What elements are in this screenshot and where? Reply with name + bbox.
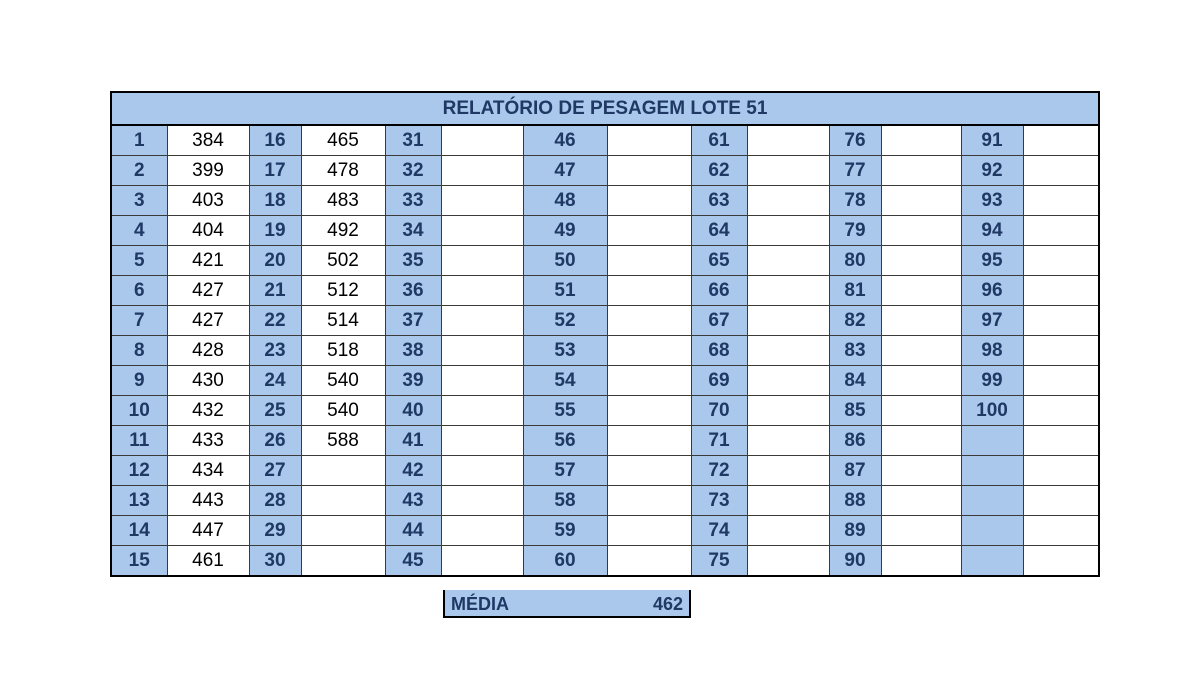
index-cell: 42 xyxy=(385,456,441,486)
index-cell: 15 xyxy=(111,546,167,577)
weight-cell xyxy=(607,216,691,246)
table-row xyxy=(111,516,1099,546)
weight-cell: 399 xyxy=(167,156,249,186)
index-cell: 13 xyxy=(111,486,167,516)
weight-cell xyxy=(441,156,523,186)
index-cell: 83 xyxy=(829,336,881,366)
weight-cell xyxy=(441,546,523,577)
index-cell: 4 xyxy=(111,216,167,246)
index-cell: 45 xyxy=(385,546,441,577)
weight-cell xyxy=(441,246,523,276)
index-cell: 19 xyxy=(249,216,301,246)
table-row xyxy=(111,306,1099,336)
index-cell: 10 xyxy=(111,396,167,426)
index-cell xyxy=(961,456,1023,486)
weight-cell xyxy=(881,546,961,577)
index-cell: 62 xyxy=(691,156,747,186)
index-cell: 46 xyxy=(523,125,607,156)
weight-cell xyxy=(441,426,523,456)
weight-cell: 512 xyxy=(301,276,385,306)
index-cell: 6 xyxy=(111,276,167,306)
index-cell: 64 xyxy=(691,216,747,246)
table-row xyxy=(111,246,1099,276)
table-row xyxy=(111,216,1099,246)
weight-cell: 514 xyxy=(301,306,385,336)
weight-cell xyxy=(747,336,829,366)
table-row xyxy=(111,546,1099,577)
weight-cell xyxy=(441,306,523,336)
index-cell: 25 xyxy=(249,396,301,426)
index-cell: 99 xyxy=(961,366,1023,396)
index-cell: 75 xyxy=(691,546,747,577)
weight-cell: 430 xyxy=(167,366,249,396)
table-row xyxy=(111,426,1099,456)
index-cell: 27 xyxy=(249,456,301,486)
index-cell: 23 xyxy=(249,336,301,366)
weight-cell: 461 xyxy=(167,546,249,577)
weight-cell xyxy=(607,246,691,276)
index-cell: 100 xyxy=(961,396,1023,426)
weight-cell xyxy=(607,516,691,546)
weight-cell xyxy=(881,366,961,396)
weight-cell xyxy=(881,156,961,186)
weight-cell: 434 xyxy=(167,456,249,486)
index-cell: 29 xyxy=(249,516,301,546)
index-cell: 85 xyxy=(829,396,881,426)
weight-cell: 427 xyxy=(167,306,249,336)
weight-cell xyxy=(607,426,691,456)
index-cell: 67 xyxy=(691,306,747,336)
index-cell: 96 xyxy=(961,276,1023,306)
index-cell xyxy=(961,516,1023,546)
index-cell: 2 xyxy=(111,156,167,186)
weight-cell xyxy=(1023,396,1099,426)
index-cell: 86 xyxy=(829,426,881,456)
index-cell: 69 xyxy=(691,366,747,396)
weight-cell xyxy=(881,396,961,426)
weight-cell xyxy=(301,546,385,577)
index-cell: 1 xyxy=(111,125,167,156)
weight-cell xyxy=(301,456,385,486)
weight-cell xyxy=(747,276,829,306)
index-cell: 78 xyxy=(829,186,881,216)
index-cell: 30 xyxy=(249,546,301,577)
weight-cell xyxy=(881,516,961,546)
index-cell: 11 xyxy=(111,426,167,456)
weight-cell xyxy=(1023,546,1099,577)
weight-cell xyxy=(607,306,691,336)
index-cell xyxy=(961,546,1023,577)
index-cell: 81 xyxy=(829,276,881,306)
weight-cell xyxy=(1023,426,1099,456)
index-cell: 33 xyxy=(385,186,441,216)
weight-cell xyxy=(747,546,829,577)
weight-cell: 427 xyxy=(167,276,249,306)
weight-cell xyxy=(607,486,691,516)
weight-cell xyxy=(607,186,691,216)
index-cell: 61 xyxy=(691,125,747,156)
weight-cell xyxy=(441,216,523,246)
weight-cell xyxy=(441,396,523,426)
index-cell: 38 xyxy=(385,336,441,366)
weight-cell xyxy=(607,366,691,396)
weight-cell: 404 xyxy=(167,216,249,246)
weight-cell xyxy=(747,396,829,426)
media-value: 462 xyxy=(652,594,683,614)
table-row xyxy=(111,396,1099,426)
index-cell: 39 xyxy=(385,366,441,396)
index-cell: 93 xyxy=(961,186,1023,216)
index-cell: 16 xyxy=(249,125,301,156)
index-cell: 72 xyxy=(691,456,747,486)
weight-cell: 492 xyxy=(301,216,385,246)
weight-cell xyxy=(1023,486,1099,516)
media-summary xyxy=(443,590,691,618)
weight-cell: 518 xyxy=(301,336,385,366)
index-cell: 60 xyxy=(523,546,607,577)
index-cell: 50 xyxy=(523,246,607,276)
weight-cell xyxy=(1023,186,1099,216)
weight-cell xyxy=(441,516,523,546)
index-cell: 68 xyxy=(691,336,747,366)
weight-cell xyxy=(1023,246,1099,276)
index-cell: 52 xyxy=(523,306,607,336)
weight-cell xyxy=(607,125,691,156)
weight-cell xyxy=(881,276,961,306)
index-cell: 57 xyxy=(523,456,607,486)
index-cell xyxy=(961,486,1023,516)
weight-cell xyxy=(747,426,829,456)
index-cell: 40 xyxy=(385,396,441,426)
weight-cell xyxy=(1023,306,1099,336)
index-cell: 32 xyxy=(385,156,441,186)
index-cell: 70 xyxy=(691,396,747,426)
index-cell: 3 xyxy=(111,186,167,216)
weight-cell xyxy=(441,336,523,366)
weight-cell: 502 xyxy=(301,246,385,276)
weight-cell xyxy=(1023,516,1099,546)
weight-cell xyxy=(881,186,961,216)
index-cell: 14 xyxy=(111,516,167,546)
index-cell: 82 xyxy=(829,306,881,336)
index-cell: 26 xyxy=(249,426,301,456)
index-cell: 12 xyxy=(111,456,167,486)
index-cell: 41 xyxy=(385,426,441,456)
index-cell: 74 xyxy=(691,516,747,546)
weight-cell xyxy=(747,246,829,276)
table-row xyxy=(111,156,1099,186)
weight-cell: 432 xyxy=(167,396,249,426)
index-cell: 97 xyxy=(961,306,1023,336)
table-row xyxy=(111,336,1099,366)
weight-cell: 433 xyxy=(167,426,249,456)
index-cell: 98 xyxy=(961,336,1023,366)
index-cell: 65 xyxy=(691,246,747,276)
index-cell: 90 xyxy=(829,546,881,577)
index-cell: 20 xyxy=(249,246,301,276)
weight-cell xyxy=(747,366,829,396)
weight-cell xyxy=(441,486,523,516)
table-row xyxy=(111,366,1099,396)
index-cell: 37 xyxy=(385,306,441,336)
weight-cell xyxy=(1023,336,1099,366)
index-cell: 66 xyxy=(691,276,747,306)
weight-cell xyxy=(441,186,523,216)
weight-cell: 428 xyxy=(167,336,249,366)
index-cell: 55 xyxy=(523,396,607,426)
weight-cell xyxy=(881,486,961,516)
table-row xyxy=(111,125,1099,156)
index-cell: 92 xyxy=(961,156,1023,186)
index-cell: 34 xyxy=(385,216,441,246)
weight-cell xyxy=(747,306,829,336)
index-cell: 43 xyxy=(385,486,441,516)
weight-cell xyxy=(1023,156,1099,186)
index-cell: 5 xyxy=(111,246,167,276)
index-cell: 9 xyxy=(111,366,167,396)
index-cell: 49 xyxy=(523,216,607,246)
index-cell xyxy=(961,426,1023,456)
weight-cell xyxy=(881,125,961,156)
index-cell: 31 xyxy=(385,125,441,156)
weight-cell: 540 xyxy=(301,396,385,426)
weight-cell xyxy=(607,396,691,426)
index-cell: 47 xyxy=(523,156,607,186)
index-cell: 73 xyxy=(691,486,747,516)
index-cell: 44 xyxy=(385,516,441,546)
index-cell: 88 xyxy=(829,486,881,516)
weight-cell: 465 xyxy=(301,125,385,156)
index-cell: 51 xyxy=(523,276,607,306)
weight-cell: 540 xyxy=(301,366,385,396)
index-cell: 54 xyxy=(523,366,607,396)
index-cell: 28 xyxy=(249,486,301,516)
weight-cell xyxy=(881,246,961,276)
index-cell: 91 xyxy=(961,125,1023,156)
weight-cell: 483 xyxy=(301,186,385,216)
table-row xyxy=(111,486,1099,516)
weight-cell xyxy=(881,216,961,246)
index-cell: 21 xyxy=(249,276,301,306)
weight-cell xyxy=(747,125,829,156)
weight-cell xyxy=(1023,456,1099,486)
weight-cell: 478 xyxy=(301,156,385,186)
index-cell: 17 xyxy=(249,156,301,186)
table-row xyxy=(111,186,1099,216)
weight-cell xyxy=(881,336,961,366)
index-cell: 89 xyxy=(829,516,881,546)
weight-cell: 421 xyxy=(167,246,249,276)
index-cell: 63 xyxy=(691,186,747,216)
weight-cell xyxy=(747,156,829,186)
index-cell: 36 xyxy=(385,276,441,306)
weight-cell xyxy=(881,426,961,456)
index-cell: 71 xyxy=(691,426,747,456)
index-cell: 79 xyxy=(829,216,881,246)
index-cell: 58 xyxy=(523,486,607,516)
index-cell: 24 xyxy=(249,366,301,396)
weight-cell xyxy=(607,456,691,486)
weight-cell xyxy=(747,516,829,546)
report-title: RELATÓRIO DE PESAGEM LOTE 51 xyxy=(111,92,1099,125)
weight-cell xyxy=(607,156,691,186)
weight-cell: 588 xyxy=(301,426,385,456)
index-cell: 94 xyxy=(961,216,1023,246)
index-cell: 18 xyxy=(249,186,301,216)
weight-cell xyxy=(607,336,691,366)
weight-cell: 403 xyxy=(167,186,249,216)
weight-cell: 447 xyxy=(167,516,249,546)
index-cell: 53 xyxy=(523,336,607,366)
index-cell: 59 xyxy=(523,516,607,546)
weight-cell xyxy=(441,366,523,396)
weight-cell xyxy=(747,186,829,216)
index-cell: 84 xyxy=(829,366,881,396)
index-cell: 48 xyxy=(523,186,607,216)
index-cell: 76 xyxy=(829,125,881,156)
weight-cell xyxy=(747,216,829,246)
table-row xyxy=(111,276,1099,306)
index-cell: 56 xyxy=(523,426,607,456)
weight-cell: 384 xyxy=(167,125,249,156)
weighing-report-table xyxy=(110,91,1100,577)
weight-cell xyxy=(881,306,961,336)
weight-cell xyxy=(1023,276,1099,306)
weight-cell xyxy=(301,516,385,546)
index-cell: 7 xyxy=(111,306,167,336)
index-cell: 22 xyxy=(249,306,301,336)
weight-cell xyxy=(747,486,829,516)
weight-cell xyxy=(1023,366,1099,396)
weight-cell xyxy=(607,276,691,306)
weight-cell xyxy=(1023,216,1099,246)
weight-cell xyxy=(607,546,691,577)
index-cell: 35 xyxy=(385,246,441,276)
weight-cell xyxy=(881,456,961,486)
weight-cell xyxy=(747,456,829,486)
weight-cell xyxy=(441,456,523,486)
index-cell: 95 xyxy=(961,246,1023,276)
index-cell: 8 xyxy=(111,336,167,366)
weight-cell xyxy=(1023,125,1099,156)
index-cell: 80 xyxy=(829,246,881,276)
weight-cell xyxy=(301,486,385,516)
media-label: MÉDIA xyxy=(451,594,509,614)
weight-cell xyxy=(441,276,523,306)
weight-cell xyxy=(441,125,523,156)
index-cell: 87 xyxy=(829,456,881,486)
index-cell: 77 xyxy=(829,156,881,186)
weight-cell: 443 xyxy=(167,486,249,516)
table-row xyxy=(111,456,1099,486)
